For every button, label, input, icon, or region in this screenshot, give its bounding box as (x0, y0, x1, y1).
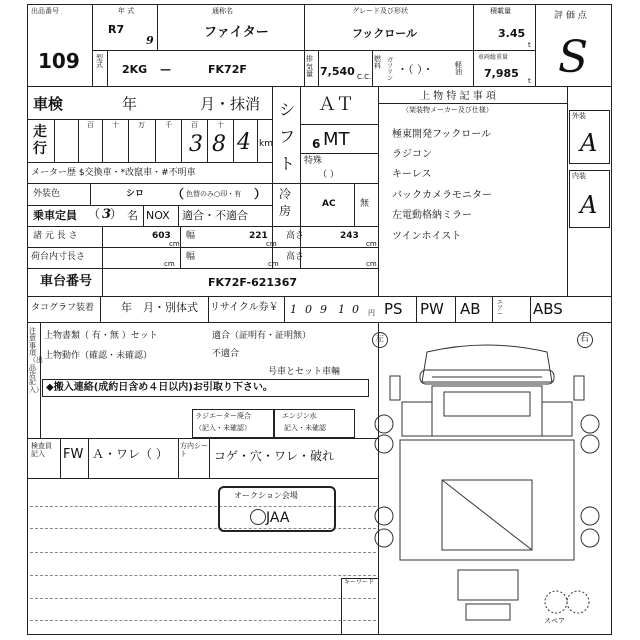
width-label: 幅 (186, 231, 196, 241)
cargo-bed (400, 440, 574, 560)
cargo-width-label: 幅 (186, 252, 196, 262)
car-name-label: 通称名 (212, 7, 233, 15)
grade: フックロール (352, 27, 418, 40)
equipment-item: ツインホイスト (392, 231, 462, 242)
docs-line: 上物書類（ 有・無 ）セット (44, 331, 158, 341)
score-label: 評 価 点 (554, 11, 587, 21)
engine-sub: 記入・未確認 (284, 424, 326, 432)
digit-label: 十 (112, 121, 119, 129)
model-label: 型 式 (96, 54, 103, 69)
lot-no-label: 出品番号 (31, 7, 59, 15)
recycle-digit: 9 (320, 303, 327, 316)
interior-seat-label: 方内シート (180, 442, 208, 459)
color-value: シロ (126, 189, 145, 199)
aircon-label: 冷房 (279, 187, 292, 218)
interior-label: 内装 (572, 172, 586, 180)
km-unit: km (259, 139, 273, 149)
gross-weight-label: 車両総重量 (478, 54, 509, 61)
height-value: 243 (340, 231, 359, 241)
gross-weight: 7,985 (484, 67, 519, 80)
equipment-item: 左電動格納ミラー (392, 210, 472, 221)
mileage-digit: 8 (212, 132, 226, 157)
paren-open: （ (88, 207, 101, 221)
chassis-label: 車台番号 (40, 274, 93, 289)
stamp-top: オークション会場 (234, 491, 298, 500)
right-mirror (574, 376, 584, 400)
cargo-length-label: 荷台内寸長さ (31, 252, 86, 262)
shaken-month-cancel: 月・抹消 (200, 95, 261, 113)
digit-label: 万 (138, 121, 145, 129)
engine-label: エンジン水 (282, 412, 317, 420)
shift-label: シフト (279, 100, 296, 174)
radiator-label: ラジエーター廃合 (195, 412, 251, 420)
lot-number: 109 (38, 49, 80, 73)
equipment-subheader: （架装物メーカー及び仕様） (402, 106, 493, 114)
fw-label: FW (63, 447, 84, 462)
a-wale: Ａ・ワレ（ ） (92, 447, 168, 461)
capacity-label: 積載量 (490, 7, 511, 15)
truck-diagram (372, 340, 602, 640)
keyword-label: キーワード (344, 579, 375, 586)
recycle-digit: 0 (352, 303, 359, 316)
spec-length-label: 諸 元 長 さ (33, 231, 78, 241)
spare-label: スペア (544, 617, 565, 625)
left-label: 左 (375, 334, 385, 344)
ab-badge: AB (460, 300, 481, 318)
equipment-item: 極東開発フックロール (392, 129, 492, 140)
length-unit: cm (169, 240, 180, 248)
score: S (558, 32, 589, 83)
equipment-item: キーレス (392, 169, 432, 180)
cab-front (432, 386, 542, 436)
set-vehicle: 号車とセット車輛 (268, 367, 341, 377)
recycle-label: リサイクル券￥ (210, 302, 279, 313)
passenger-label: 乗車定員 (33, 209, 77, 222)
wear-options: コゲ・穴・ワレ・破れ (214, 449, 335, 463)
paren-close: ） (110, 207, 123, 221)
notice-text: ◆搬入連絡(成約日含め４日以内)お引取り下さい。 (46, 382, 273, 393)
cargo-height-unit: cm (366, 260, 377, 268)
paren-close: ） (254, 187, 267, 201)
fuel-gas: ガソリン (387, 57, 394, 82)
at-label: ＡＴ (318, 94, 354, 115)
digit-label: 十 (217, 121, 224, 129)
abs-badge: ABS (533, 300, 563, 318)
fuel-label: 燃料 (374, 55, 381, 70)
digit-label: 百 (191, 121, 198, 129)
height-label: 高さ (286, 231, 305, 241)
chassis-number: FK72F-621367 (208, 276, 298, 289)
equipment-header: 上 物 特 記 事 項 (420, 91, 496, 102)
capacity-value: 3.45 (498, 27, 526, 40)
mileage-label: 走行 (33, 124, 47, 157)
displacement: 7,540 (320, 65, 355, 78)
shaken-year: 年 (122, 95, 138, 113)
width-value: 221 (249, 231, 268, 241)
cargo-height-label: 高さ (286, 252, 305, 262)
left-mirror (390, 376, 400, 400)
recycle-unit: 円 (368, 309, 375, 317)
special-label: 特殊 (304, 156, 323, 166)
equipment-item: ラジコン (392, 149, 432, 160)
paren-open: （ (172, 187, 185, 201)
windshield (444, 392, 530, 416)
color-change: 色替のみ○印・有 (186, 190, 242, 198)
displacement-label: 排気量 (306, 55, 313, 79)
docs-ok: 適合（証明有・証明無） (212, 331, 312, 341)
year-label: 年 式 (118, 7, 135, 15)
model-code: FK72F (208, 63, 247, 76)
exterior-label: 外装 (572, 112, 586, 120)
ops-line: 上物動作（確認・未確認） (44, 351, 153, 361)
cargo-width-unit: cm (268, 260, 279, 268)
height-unit: cm (366, 240, 377, 248)
length-value: 603 (152, 231, 171, 241)
inspector-label: 検査員記入 (31, 442, 52, 459)
recycle-digit: 1 (338, 303, 345, 316)
interior-grade: A (580, 191, 598, 219)
year-month: 9 (146, 34, 154, 47)
mt-prefix: 6 (312, 137, 321, 151)
tacho-label: タコグラフ装着 (31, 303, 95, 313)
grade-label: グレード及び形状 (352, 7, 408, 15)
rear-frame (458, 570, 518, 600)
car-name: ファイター (204, 25, 269, 40)
radiator-sub: （記入・未確認） (195, 424, 251, 432)
color-label: 外装色 (33, 189, 61, 199)
cab-roof (422, 345, 552, 382)
width-unit: cm (266, 240, 277, 248)
stamp-logo: JAA (266, 510, 290, 526)
mileage-digit: 4 (237, 130, 251, 155)
recycle-digit: 1 (290, 303, 297, 316)
passenger-value: 3 (102, 207, 112, 222)
passenger-unit: 名 (127, 209, 138, 222)
mt-label: MT (323, 129, 350, 150)
gross-weight-unit: t (528, 77, 531, 85)
cargo-length-unit: cm (164, 260, 175, 268)
ac-value: AC (322, 199, 336, 209)
right-label: 右 (580, 334, 590, 344)
tacho-date: 年 月・別体式 (121, 301, 198, 314)
recycle-digit: 0 (305, 303, 312, 316)
fuel-paren: ・（ ）・ (397, 63, 434, 76)
exterior-grade: A (580, 129, 598, 157)
digit-label: 百 (87, 121, 94, 129)
capacity-unit: t (528, 41, 531, 49)
model-prefix: 2KG (122, 63, 148, 76)
stamp-logo-icon (250, 509, 266, 525)
shaken-label: 車検 (33, 95, 64, 113)
rear-bumper (466, 604, 510, 620)
ps-badge: PS (384, 300, 403, 318)
fuel-diesel: 軽油 (455, 61, 462, 76)
displacement-unit: C.C. (357, 73, 372, 81)
notes-label: 注意事項（出品店記入） (29, 327, 43, 394)
model-dash: — (160, 63, 171, 76)
air-badge: エアー (497, 299, 504, 318)
pw-badge: PW (420, 300, 444, 318)
special-paren: （ ） (318, 170, 339, 180)
nox-label: NOX (146, 209, 170, 222)
digit-label: 千 (165, 121, 172, 129)
meter-history: メーター歴 $交換車・*改竄車・#不明車 (31, 168, 196, 178)
nox-status: 適合・不適合 (182, 209, 248, 222)
docs-ng: 不適合 (212, 349, 240, 359)
equipment-item: バックカメラモニター (392, 190, 492, 201)
mileage-digit: 3 (189, 132, 203, 157)
year-era: R7 (108, 23, 125, 36)
aircon-none: 無 (360, 199, 370, 209)
